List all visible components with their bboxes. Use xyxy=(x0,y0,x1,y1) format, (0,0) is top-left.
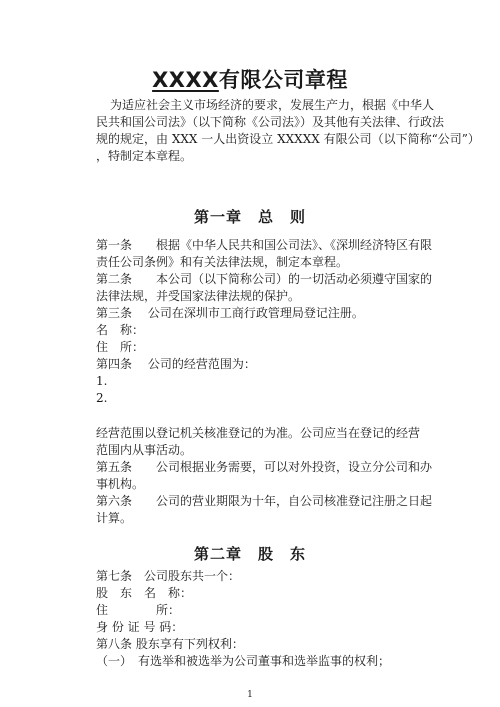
chapter-heading: 第二章 股 东 xyxy=(193,545,306,563)
article-line: 责任公司条例》和有关法律法规，制定本章程。 xyxy=(96,255,349,269)
preamble-line: ，特制定本章程。 xyxy=(96,149,193,163)
article-line: 经营范围以登记机关核准登记的为准。公司应当在登记的经营 xyxy=(96,426,421,440)
article-line: 第二条 本公司（以下简称公司）的一切活动必须遵守国家的 xyxy=(96,272,433,286)
document-title xyxy=(0,64,500,94)
article-line: 第七条 公司股东共一个： xyxy=(96,569,241,583)
field-id-number-label: 身 份 证 号 码： xyxy=(96,620,184,634)
article-line: 法律法规，并受国家法律法规的保护。 xyxy=(96,289,301,303)
list-item: （一） 有选举和被选举为公司董事和选举监事的权利； xyxy=(96,654,391,668)
company-code: XXXX xyxy=(152,68,219,92)
field-shareholder-name-label: 股 东 名 称： xyxy=(96,586,193,600)
article-line: 第五条 公司根据业务需要，可以对外投资，设立分公司和办 xyxy=(96,460,433,474)
article-line: 第八条 股东享有下列权利： xyxy=(96,637,244,651)
article-line: 范围内从事活动。 xyxy=(96,443,193,457)
article-line: 第一条 根据《中华人民共和国公司法》、《深圳经济特区有限 xyxy=(96,238,433,252)
title-rest: 有限公司章程 xyxy=(218,68,348,92)
list-item: 1. xyxy=(96,374,108,388)
field-name-label: 名 称： xyxy=(96,323,145,337)
chapter-heading: 第一章 总 则 xyxy=(193,208,306,226)
article-line: 第三条 公司在深圳市工商行政管理局登记注册。 xyxy=(96,306,364,320)
field-address-label: 住 所： xyxy=(96,603,181,617)
preamble-line: 为适应社会主义市场经济的要求，发展生产力，根据《中华人 xyxy=(110,98,435,112)
article-line: 事机构。 xyxy=(96,477,145,491)
field-address-label: 住 所： xyxy=(96,340,145,354)
list-item: 2. xyxy=(96,391,108,405)
page-number: 1 xyxy=(247,690,253,700)
preamble-line: 民共和国公司法》（以下简称《公司法》）及其他有关法律、行政法 xyxy=(96,115,445,129)
article-line: 第四条 公司的经营范围为： xyxy=(96,357,256,371)
article-line: 计算。 xyxy=(96,511,133,525)
preamble-line: 规的规定，由 XXX 一人出资设立 XXXXX 有限公司（以下简称“公司”） xyxy=(96,132,480,146)
article-line: 第六条 公司的营业期限为十年，自公司核准登记注册之日起 xyxy=(96,494,433,508)
